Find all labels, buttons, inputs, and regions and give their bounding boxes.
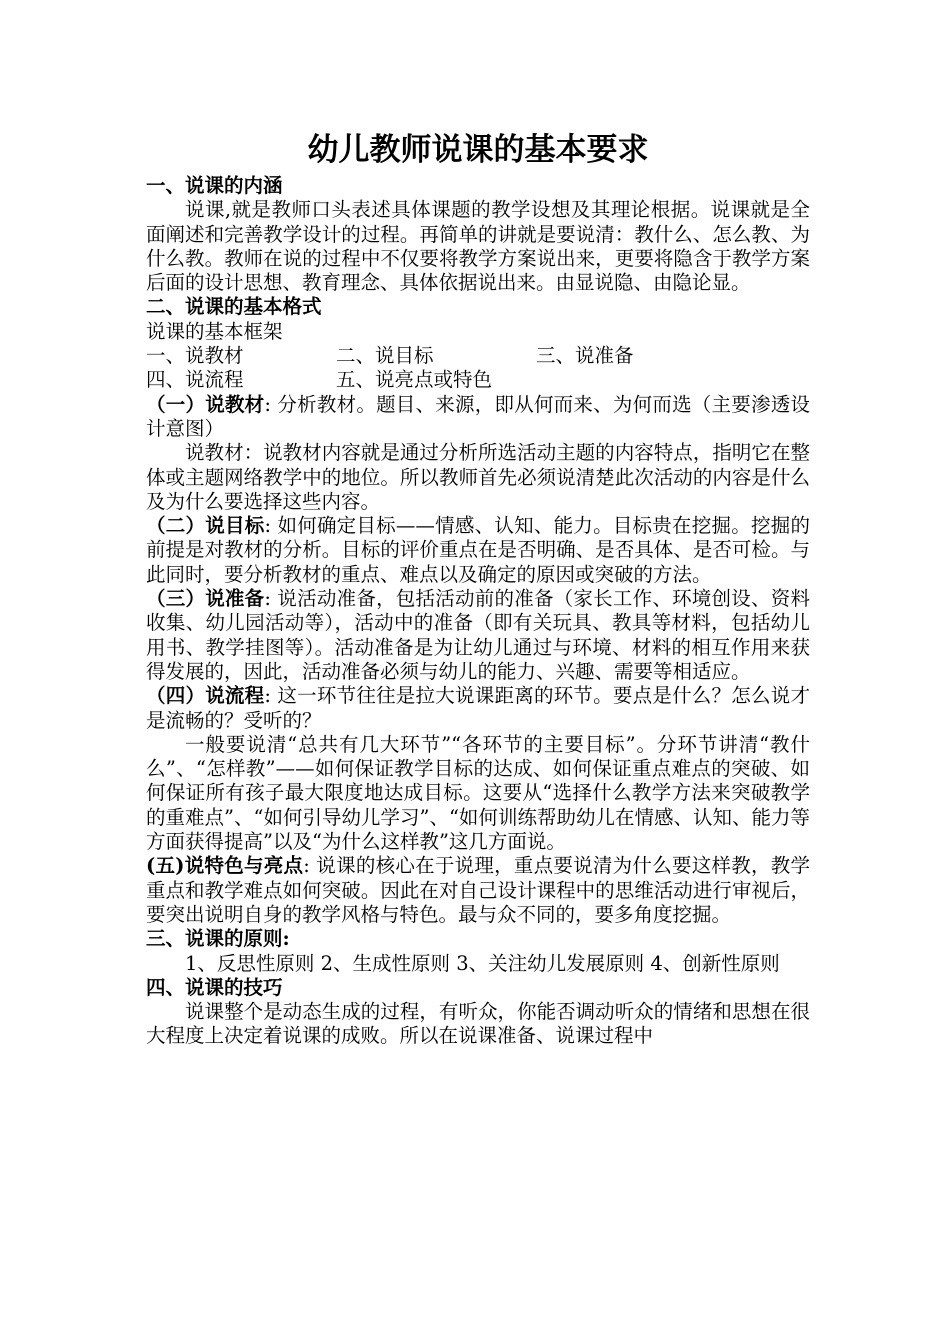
document-page: [146, 128, 810, 1049]
section-heading-4: 四、说课的技巧: [146, 975, 283, 999]
item-goals: [146, 514, 810, 587]
item-textbook: [146, 393, 810, 442]
item-text: : 说活动准备，包括活动前的准备（家长工作、环境创设、资料收集、幼儿园活动等），活动中的准备（即有关玩具、教具等材料，包括幼儿用书、教学挂图等）。活动准备是为让幼儿通过与环境、材料的相互作用来获得发展的，因此，活动准备必须与幼儿的能力、兴趣、需要等相适应。: [146, 587, 810, 683]
item-process: [146, 684, 810, 733]
item-text: : 说课的核心在于说理，重点要说清为什么要这样教，教学重点和教学难点如何突破。因此在对自己设计课程中的思维活动进行审视后，要突出说明自身的教学风格与特色。最与众不同的，要多角度挖掘。: [146, 854, 810, 926]
framework-item: 五、说亮点或特色: [336, 368, 493, 392]
item-label: （二）说目标: [146, 514, 265, 538]
framework-label: 说课的基本框架: [146, 319, 283, 343]
section-heading-3: 三、说课的原则:: [146, 927, 290, 951]
page-title: 幼儿教师说课的基本要求: [307, 132, 649, 168]
framework-item: 四、说流程: [146, 368, 244, 392]
item-preparation: [146, 587, 810, 684]
framework-item: 一、说教材: [146, 344, 244, 368]
item-label: （三）说准备: [146, 587, 265, 611]
section-4-body: 说课整个是动态生成的过程，有听众，你能否调动听众的情绪和思想在很大程度上决定着说课的成败。所以在说课准备、说课过程中: [146, 1000, 810, 1048]
item-text: : 如何确定目标——情感、认知、能力。目标贵在挖掘。挖掘的前提是对教材的分析。目标的评价重点在是否明确、是否具体、是否可检。与此同时，要分析教材的重点、难点以及确定的原因或突破的方法。: [146, 514, 810, 586]
section-1-body: 说课,就是教师口头表述具体课题的教学设想及其理论根据。说课就是全面阐述和完善教学设计的过程。再简单的讲就是要说清：教什么、怎么教、为什么教。教师在说的过程中不仅要将教学方案说出来，更要将隐含于教学方案后面的设计思想、教育理念、具体依据说出来。由显说隐、由隐论显。: [146, 198, 810, 295]
framework-item: 三、说准备: [536, 344, 634, 368]
item-text: : 分析教材。题目、来源，即从何而来、为何而选（主要渗透设计意图）: [146, 392, 810, 440]
section-heading-1: 一、说课的内涵: [146, 174, 283, 197]
item-label: (五)说特色与亮点: [146, 854, 304, 878]
item-label: （一）说教材: [146, 392, 265, 416]
item-label: （四）说流程: [146, 684, 265, 708]
item-textbook-extra: 说教材：说教材内容就是通过分析所选活动主题的内容特点，指明它在整体或主题网络教学中的地位。所以教师首先必须说清楚此次活动的内容是什么及为什么要选择这些内容。: [146, 441, 810, 513]
section-3-body: 1、反思性原则 2、生成性原则 3、关注幼儿发展原则 4、创新性原则: [185, 951, 780, 975]
item-features: [146, 854, 810, 927]
framework-row-1: [146, 344, 810, 368]
item-process-extra: 一般要说清“总共有几大环节”“各环节的主要目标”。分环节讲清“教什么”、“怎样教”——如何保证教学目标的达成、如何保证重点难点的突破、如何保证所有孩子最大限度地达成目标。这要从“选择什么教学方法来突破教学的重难点”、“如何引导幼儿学习”、“如何训练帮助幼儿在情感、认知、能力等方面获得提高”以及“为什么这样教”这几方面说。: [146, 732, 810, 854]
item-text: : 这一环节往往是拉大说课距离的环节。要点是什么？怎么说才是流畅的？受听的？: [146, 684, 810, 732]
framework-item: 二、说目标: [336, 344, 434, 368]
section-heading-2: 二、说课的基本格式: [146, 295, 322, 319]
framework-row-2: [146, 368, 810, 392]
